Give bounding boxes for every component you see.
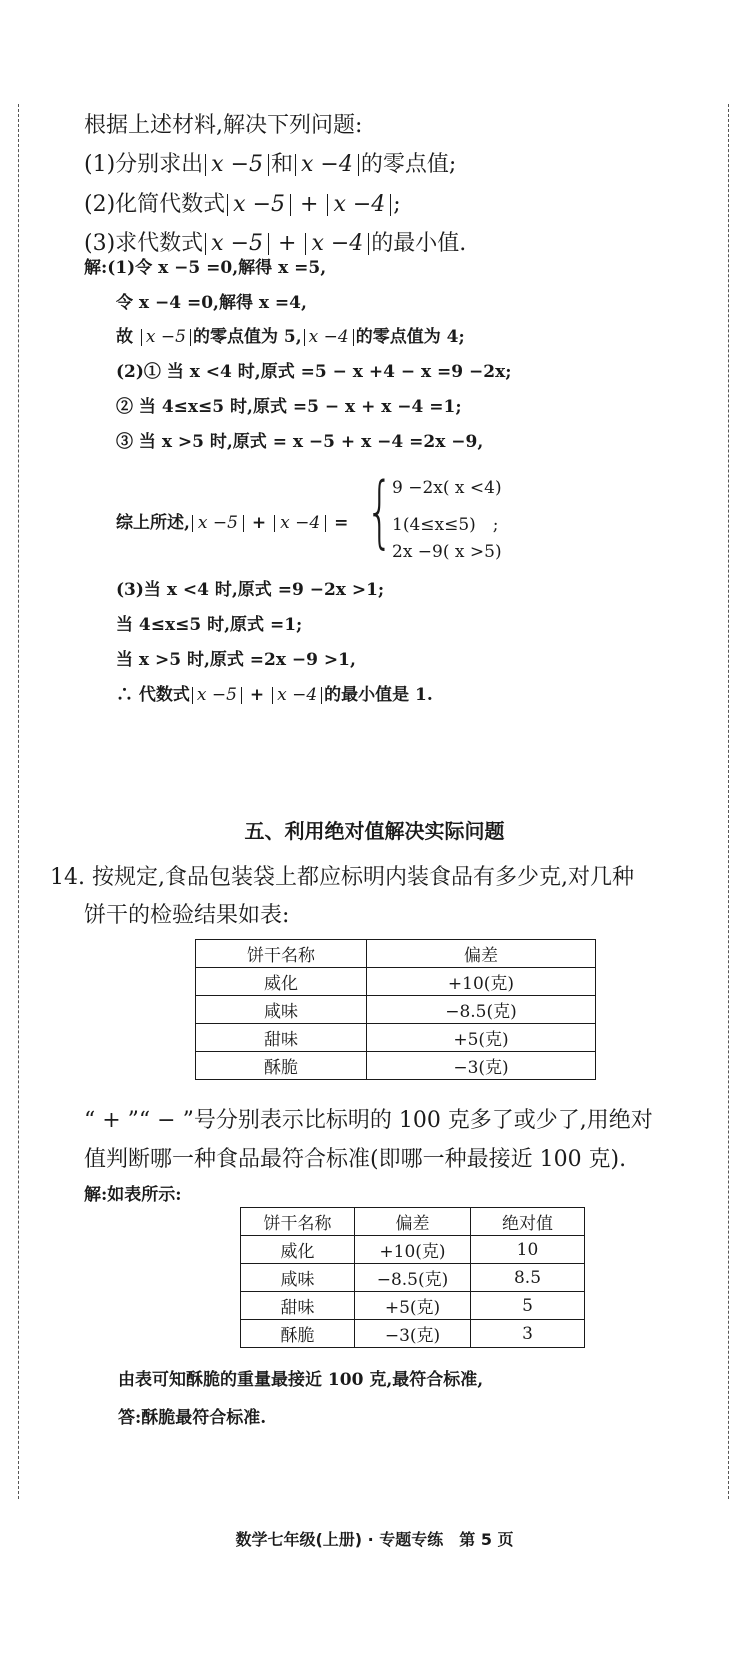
table-cell: −3(克)	[355, 1320, 471, 1348]
case-3: 2x −9( x >5)	[392, 542, 502, 562]
table-cell: 咸味	[196, 996, 367, 1024]
table-header: 饼干名称	[196, 940, 367, 968]
table-cell: −3(克)	[367, 1052, 596, 1080]
solution-line-5: ② 当 4≤x≤5 时,原式 =5 − x + x −4 =1;	[116, 397, 462, 417]
note-line-1: “ + ”“ − ”号分别表示比标明的 100 克多了或少了,用绝对	[84, 1108, 653, 1133]
solution-line-10: ∴ 代数式 x −5 + x −4 的最小值是 1.	[116, 685, 433, 705]
case-2: 1(4≤x≤5) ;	[392, 515, 499, 535]
solution-line-6: ③ 当 x >5 时,原式 = x −5 + x −4 =2x −9,	[116, 432, 484, 452]
table-cell: +10(克)	[355, 1236, 471, 1264]
problem-14-line-1: 14. 按规定,食品包装袋上都应标明内装食品有多少克,对几种	[50, 865, 634, 890]
table-cell: 威化	[241, 1236, 355, 1264]
table-cell: 3	[471, 1320, 585, 1348]
solution-line-3: 故 x −5 的零点值为 5, x −4 的零点值为 4;	[116, 327, 465, 347]
solution-line-9: 当 x >5 时,原式 =2x −9 >1,	[116, 650, 356, 670]
table-header: 绝对值	[471, 1208, 585, 1236]
question-3: (3)求代数式 x −5 + x −4 的最小值.	[84, 231, 467, 256]
section-title: 五、利用绝对值解决实际问题	[244, 819, 505, 843]
note-line-2: 值判断哪一种食品最符合标准(即哪一种最接近 100 克).	[84, 1147, 627, 1172]
table-header: 饼干名称	[241, 1208, 355, 1236]
table-row	[196, 1052, 596, 1080]
table-header: 偏差	[355, 1208, 471, 1236]
table-row	[196, 996, 596, 1024]
left-brace-icon: {	[366, 467, 394, 557]
solution-line-7: (3)当 x <4 时,原式 =9 −2x >1;	[116, 580, 385, 600]
table-cell: 10	[471, 1236, 585, 1264]
summary-label: 综上所述, x −5 + x −4 =	[116, 513, 349, 533]
table-row	[196, 968, 596, 996]
table-cell: 酥脆	[241, 1320, 355, 1348]
problem-14-line-2: 饼干的检验结果如表:	[84, 903, 290, 928]
page-footer: 数学七年级(上册) · 专题专练 第 5 页	[235, 1530, 514, 1549]
conclusion-line-1: 由表可知酥脆的重量最接近 100 克,最符合标准,	[118, 1370, 484, 1390]
table-header-row	[241, 1208, 585, 1236]
solution-line-4: (2)① 当 x <4 时,原式 =5 − x +4 − x =9 −2x;	[116, 362, 512, 382]
table-cell: +5(克)	[367, 1024, 596, 1052]
table-row	[196, 1024, 596, 1052]
table-cell: +5(克)	[355, 1292, 471, 1320]
table-cell: 甜味	[196, 1024, 367, 1052]
table-header-row	[196, 940, 596, 968]
table-cell: 8.5	[471, 1264, 585, 1292]
intro-text: 根据上述材料,解决下列问题:	[84, 113, 363, 138]
table-cell: −8.5(克)	[355, 1264, 471, 1292]
margin-dashed-line-right	[728, 104, 729, 1499]
table-row	[241, 1292, 585, 1320]
table-cell: 咸味	[241, 1264, 355, 1292]
table-cell: 甜味	[241, 1292, 355, 1320]
table-header: 偏差	[367, 940, 596, 968]
solution-2-label: 解:如表所示:	[84, 1185, 182, 1205]
table-cell: +10(克)	[367, 968, 596, 996]
solution-line-2: 令 x −4 =0,解得 x =4,	[116, 293, 307, 313]
absolute-value-table	[240, 1207, 585, 1348]
table-cell: 威化	[196, 968, 367, 996]
conclusion-line-2: 答:酥脆最符合标准.	[118, 1408, 267, 1428]
table-cell: 酥脆	[196, 1052, 367, 1080]
table-cell: −8.5(克)	[367, 996, 596, 1024]
solution-line-1: 解:(1)令 x −5 =0,解得 x =5,	[84, 258, 327, 278]
solution-line-8: 当 4≤x≤5 时,原式 =1;	[116, 615, 303, 635]
question-2: (2)化简代数式 x −5 + x −4 ;	[84, 192, 401, 217]
table-row	[241, 1236, 585, 1264]
biscuit-deviation-table	[195, 939, 596, 1080]
question-1: (1)分别求出 x −5 和 x −4 的零点值;	[84, 152, 457, 177]
table-row	[241, 1320, 585, 1348]
table-cell: 5	[471, 1292, 585, 1320]
margin-dashed-line-left	[18, 104, 19, 1499]
case-1: 9 −2x( x <4)	[392, 478, 502, 498]
table-row	[241, 1264, 585, 1292]
